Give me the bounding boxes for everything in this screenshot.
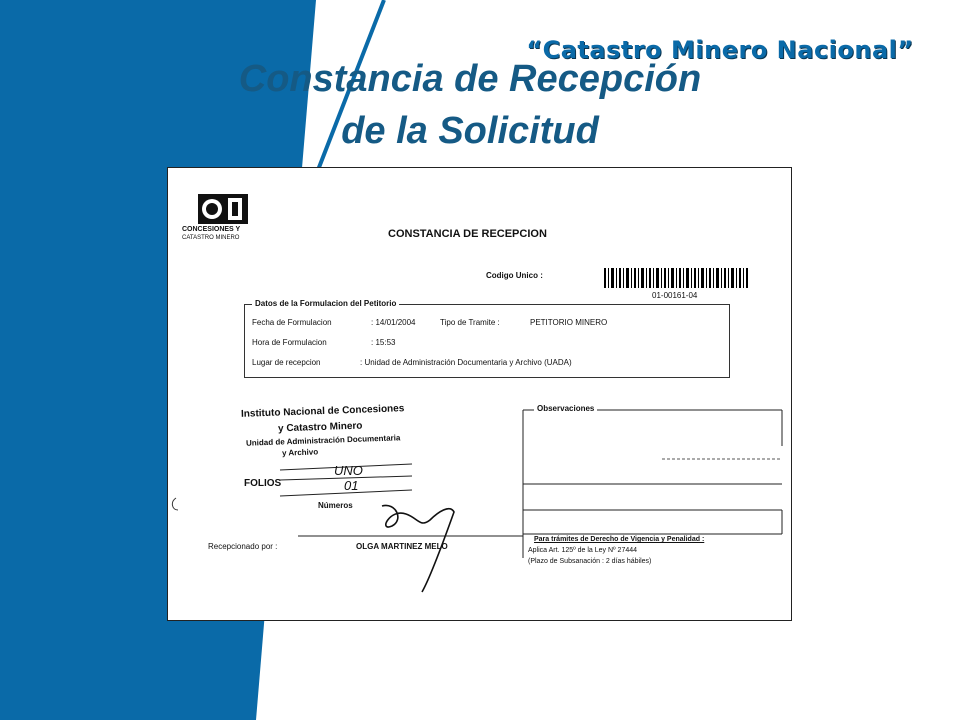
codigo-unico-label: Codigo Unico : bbox=[486, 271, 543, 280]
logo-text-line2: CATASTRO MINERO bbox=[182, 235, 240, 241]
ingemmet-logo-icon bbox=[182, 194, 248, 224]
document-heading: CONSTANCIA DE RECEPCION bbox=[388, 228, 547, 240]
observaciones-title: Observaciones bbox=[534, 404, 597, 413]
logo-text-line1: CONCESIONES Y bbox=[182, 226, 241, 233]
slide-title-line1: Constancia de Recepción bbox=[238, 58, 702, 100]
numeros-label: Números bbox=[318, 501, 353, 510]
tramites-line2: (Plazo de Subsanación : 2 días hábiles) bbox=[528, 558, 652, 565]
stamp-line4: y Archivo bbox=[281, 447, 319, 458]
folios-number: 01 bbox=[344, 478, 359, 493]
header-tagline: “Catastro Minero Nacional” bbox=[526, 36, 914, 64]
fecha-value: : 14/01/2004 bbox=[371, 318, 416, 327]
folios-label: FOLIOS bbox=[244, 478, 282, 489]
scanned-receipt-document bbox=[167, 167, 792, 621]
folios-words: UNO bbox=[334, 463, 363, 478]
tramites-line1: Aplica Art. 125º de la Ley Nº 27444 bbox=[528, 547, 638, 554]
formulacion-section-title: Datos de la Formulacion del Petitorio bbox=[252, 299, 399, 308]
tramite-label: Tipo de Tramite : bbox=[440, 318, 500, 327]
codigo-unico-number: 01-00161-04 bbox=[652, 291, 698, 300]
recepcionado-label: Recepcionado por : bbox=[208, 542, 278, 551]
stamp-line3: Unidad de Administración Documentaria bbox=[245, 433, 401, 448]
lugar-label: Lugar de recepcion bbox=[252, 358, 321, 367]
slide-title-line2: de la Solicitud bbox=[341, 110, 599, 152]
hora-label: Hora de Formulacion bbox=[252, 338, 327, 347]
barcode-icon bbox=[604, 268, 748, 288]
lugar-value: : Unidad de Administración Documentaria y Archivo (UADA) bbox=[360, 358, 572, 367]
hora-value: : 15:53 bbox=[371, 338, 396, 347]
tramite-value: PETITORIO MINERO bbox=[530, 318, 608, 327]
recepcionado-name: OLGA MARTINEZ MELO bbox=[356, 542, 448, 551]
tramites-title: Para trámites de Derecho de Vigencia y Penalidad : bbox=[534, 536, 705, 543]
stamp-line1: Instituto Nacional de Concesiones bbox=[240, 403, 405, 420]
stamp-line2: y Catastro Minero bbox=[277, 420, 363, 435]
fecha-label: Fecha de Formulacion bbox=[252, 318, 332, 327]
